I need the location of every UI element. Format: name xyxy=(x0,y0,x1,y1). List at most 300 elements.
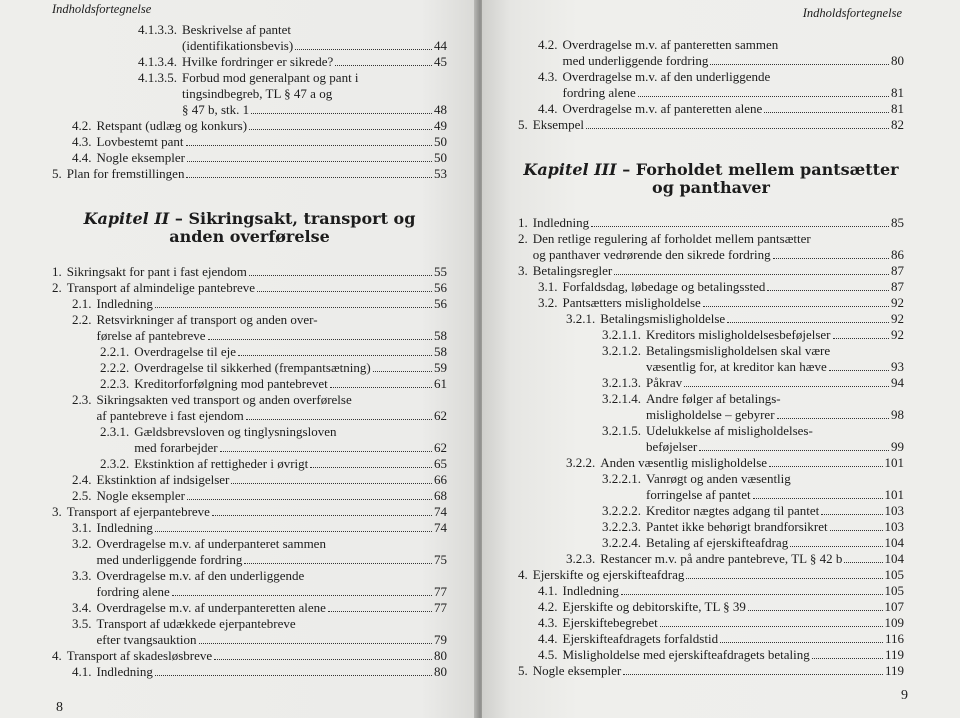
dot-leader xyxy=(586,118,889,129)
toc-section xyxy=(52,22,447,182)
right-page xyxy=(482,0,960,718)
toc-entry-title: Overdragelse til sikkerhed (frempantsætning) xyxy=(134,360,371,375)
dot-leader xyxy=(773,248,889,259)
toc-entry-line xyxy=(97,134,448,150)
toc-entry-title: beføjelser xyxy=(646,439,698,454)
toc-entry-page: 65 xyxy=(434,456,447,471)
toc-entry-title: Eksempel xyxy=(532,117,585,132)
dot-leader xyxy=(155,297,432,308)
toc-entry-page: 119 xyxy=(884,663,904,678)
toc-entry-title: førelse af pantebreve xyxy=(96,328,206,343)
toc-entry-number: 4.3. xyxy=(538,69,558,84)
toc-entry-body xyxy=(646,519,904,535)
toc-entry xyxy=(518,263,904,279)
toc-entry-title: Andre følger af betalings- xyxy=(646,391,781,406)
toc-entry-title: Indledning xyxy=(532,215,590,230)
toc-entry-title: med underliggende fordring xyxy=(96,552,243,567)
page-number: 9 xyxy=(901,688,908,703)
chapter-title-line: og panthaver xyxy=(652,178,770,197)
dot-leader xyxy=(812,648,883,659)
toc-entry xyxy=(518,631,904,647)
toc-entry-page: 92 xyxy=(891,295,904,310)
toc-entry-line xyxy=(97,568,448,584)
toc-entry-line xyxy=(67,648,447,664)
toc-entry-number: 3.5. xyxy=(72,616,92,631)
toc-entry-line xyxy=(600,455,904,471)
toc-entry-page: 104 xyxy=(884,551,904,566)
toc-entry-body xyxy=(646,503,904,519)
dot-leader xyxy=(623,664,883,675)
toc-entry-number: 3.2.1.5. xyxy=(602,423,641,438)
toc-entry-line xyxy=(646,487,904,503)
toc-entry-line xyxy=(646,423,904,439)
toc-entry-number: 3.2.2.1. xyxy=(602,471,641,486)
toc-entry-number: 3.2.1.2. xyxy=(602,343,641,358)
dot-leader xyxy=(830,520,883,531)
toc-entry-number: 4. xyxy=(52,648,62,663)
toc-entry-line xyxy=(533,663,904,679)
toc-entry-body xyxy=(646,391,904,423)
toc-entry-line xyxy=(97,472,448,488)
toc-entry-number: 3.1. xyxy=(538,279,558,294)
toc-entry-page: 49 xyxy=(434,118,447,133)
toc-entry-line xyxy=(182,86,447,102)
toc-entry-title: Den retlige regulering af forholdet mellem pantsætter xyxy=(532,231,811,246)
toc-entry-title: Ejerskifteafdragets forfaldstid xyxy=(562,631,719,646)
dot-leader xyxy=(638,86,889,97)
toc-entry-title: af pantebreve i fast ejendom xyxy=(96,408,244,423)
toc-entry-line xyxy=(533,247,904,263)
toc-entry-number: 2.3. xyxy=(72,392,92,407)
toc-entry-page: 74 xyxy=(434,520,447,535)
toc-entry-title: Plan for fremstillingen xyxy=(66,166,185,181)
toc-entry xyxy=(518,215,904,231)
toc-entry-title: Nogle eksempler xyxy=(532,663,622,678)
toc-entry-title: Forfaldsdag, løbedage og betalingssted xyxy=(562,279,766,294)
toc-entry-title: Udelukkelse af misligholdelses- xyxy=(646,423,813,438)
toc-entry-title: Transport af skadesløsbreve xyxy=(66,648,213,663)
toc-entry xyxy=(52,150,447,166)
toc-entry-body xyxy=(646,423,904,455)
toc-entry-number: 5. xyxy=(52,166,62,181)
toc-entry xyxy=(52,424,447,456)
toc-entry-number: 2.2.3. xyxy=(100,376,130,391)
toc-entry-body xyxy=(533,263,904,279)
toc-entry-body xyxy=(67,280,447,296)
toc-entry-page: 75 xyxy=(434,552,447,567)
toc-entry-line xyxy=(563,69,905,85)
dot-leader xyxy=(238,345,432,356)
toc-entry-number: 4.2. xyxy=(538,37,558,52)
toc-entry-body xyxy=(563,295,905,311)
toc-entry-page: 116 xyxy=(884,631,904,646)
dot-leader xyxy=(155,665,432,676)
toc-entry-page: 66 xyxy=(434,472,447,487)
toc-entry-number: 4.1.3.5. xyxy=(138,70,177,85)
dot-leader xyxy=(769,456,882,467)
toc-entry-body xyxy=(563,37,905,69)
dot-leader xyxy=(686,568,882,579)
toc-entry xyxy=(52,344,447,360)
toc-entry-body xyxy=(600,311,904,327)
toc-entry xyxy=(52,264,447,280)
toc-entry-title: Kreditor nægtes adgang til pantet xyxy=(646,503,820,518)
toc-entry-line xyxy=(67,166,447,182)
toc-entry-body xyxy=(563,101,905,117)
dot-leader xyxy=(246,409,432,420)
dot-leader xyxy=(829,360,889,371)
toc-entry-page: 77 xyxy=(434,584,447,599)
toc-entry-title: Transport af almindelige pantebreve xyxy=(66,280,256,295)
toc-entry xyxy=(52,312,447,344)
dot-leader xyxy=(777,408,889,419)
toc-entry-page: 85 xyxy=(891,215,904,230)
dot-leader xyxy=(660,616,883,627)
dot-leader xyxy=(251,103,432,114)
toc-entry-line xyxy=(182,70,447,86)
table-of-contents xyxy=(518,37,904,679)
dot-leader xyxy=(310,457,432,468)
toc-entry-body xyxy=(134,360,447,376)
toc-entry-line xyxy=(563,631,905,647)
toc-entry-title: Pantsætters misligholdelse xyxy=(562,295,701,310)
toc-entry-page: 92 xyxy=(891,327,904,342)
toc-entry-body xyxy=(563,647,905,663)
toc-entry-line xyxy=(134,360,447,376)
toc-entry xyxy=(52,22,447,54)
toc-entry xyxy=(518,327,904,343)
dot-leader xyxy=(764,102,889,113)
chapter-label: Kapitel III xyxy=(523,160,617,179)
toc-entry xyxy=(518,583,904,599)
toc-entry-body xyxy=(97,616,448,648)
toc-entry xyxy=(52,360,447,376)
toc-entry-line xyxy=(67,280,447,296)
toc-entry-number: 2.2.1. xyxy=(100,344,130,359)
toc-entry-body xyxy=(97,312,448,344)
toc-entry-body xyxy=(97,118,448,134)
toc-entry-line xyxy=(563,583,905,599)
toc-entry-line xyxy=(97,296,448,312)
toc-entry-line xyxy=(67,504,447,520)
toc-entry-body xyxy=(563,599,905,615)
dot-leader xyxy=(257,281,432,292)
toc-entry-title: Indledning xyxy=(96,664,153,679)
toc-entry xyxy=(52,616,447,648)
toc-entry-title: Betalingsregler xyxy=(532,263,613,278)
toc-entry-body xyxy=(533,663,904,679)
toc-entry-line xyxy=(134,440,447,456)
toc-entry-title: Overdragelse m.v. af underpanteretten alene xyxy=(96,600,326,615)
toc-entry xyxy=(52,648,447,664)
toc-entry-page: 80 xyxy=(434,648,447,663)
toc-entry xyxy=(518,615,904,631)
toc-entry-number: 3.2.2.4. xyxy=(602,535,641,550)
toc-entry xyxy=(518,535,904,551)
toc-entry-line xyxy=(533,567,904,583)
toc-entry-number: 2.4. xyxy=(72,472,92,487)
toc-entry-title: § 47 b, stk. 1 xyxy=(182,102,250,117)
toc-entry-number: 3. xyxy=(518,263,528,278)
dot-leader xyxy=(186,167,432,178)
dot-leader xyxy=(199,633,433,644)
toc-entry xyxy=(52,392,447,424)
toc-entry-number: 5. xyxy=(518,663,528,678)
toc-entry-line xyxy=(563,615,905,631)
dot-leader xyxy=(187,489,432,500)
toc-entry-title: Ejerskifte og debitorskifte, TL § 39 xyxy=(562,599,746,614)
toc-entry-page: 74 xyxy=(434,504,447,519)
toc-entry-number: 2.2.2. xyxy=(100,360,130,375)
toc-entry-title: Hvilke fordringer er sikrede? xyxy=(182,54,334,69)
page-number: 8 xyxy=(56,700,63,715)
toc-entry-page: 56 xyxy=(434,280,447,295)
toc-entry-line xyxy=(97,600,448,616)
toc-entry-body xyxy=(563,279,905,295)
toc-entry-title: Overdragelse m.v. af panteretten sammen xyxy=(562,37,779,52)
toc-entry-line xyxy=(646,471,904,487)
toc-entry-title: Retspant (udlæg og konkurs) xyxy=(96,118,248,133)
toc-entry-line xyxy=(97,552,448,568)
toc-entry-page: 61 xyxy=(434,376,447,391)
toc-entry-page: 80 xyxy=(434,664,447,679)
dot-leader xyxy=(833,328,890,339)
toc-entry-body xyxy=(563,69,905,101)
toc-entry xyxy=(52,376,447,392)
toc-entry-line xyxy=(533,215,904,231)
toc-entry-title: Overdragelse m.v. af den underliggende xyxy=(562,69,771,84)
toc-entry-page: 48 xyxy=(434,102,447,117)
toc-entry-page: 79 xyxy=(434,632,447,647)
toc-entry-number: 2. xyxy=(52,280,62,295)
toc-entry-number: 2.1. xyxy=(72,296,92,311)
toc-entry-title: væsentlig for, at kreditor kan hæve xyxy=(646,359,827,374)
dot-leader xyxy=(220,441,432,452)
toc-entry-body xyxy=(134,456,447,472)
toc-entry-number: 4.3. xyxy=(538,615,558,630)
toc-entry-page: 58 xyxy=(434,328,447,343)
toc-entry-title: Overdragelse til eje xyxy=(134,344,237,359)
toc-entry-title: Anden væsentlig misligholdelse xyxy=(600,455,768,470)
toc-entry-page: 82 xyxy=(891,117,904,132)
toc-entry-body xyxy=(533,231,904,263)
toc-entry-line xyxy=(97,488,448,504)
toc-entry-title: misligholdelse – gebyrer xyxy=(646,407,775,422)
toc-entry xyxy=(518,503,904,519)
toc-entry-title: Restancer m.v. på andre pantebreve, TL § 42 b xyxy=(600,551,843,566)
toc-entry-title: og panthaver vedrørende den sikrede fordring xyxy=(532,247,771,262)
toc-entry-page: 81 xyxy=(891,101,904,116)
toc-entry-page: 55 xyxy=(434,264,447,279)
chapter-title-line: Forholdet mellem pantsætter xyxy=(635,160,899,179)
toc-entry-page: 59 xyxy=(434,360,447,375)
toc-entry-number: 3.2.2.2. xyxy=(602,503,641,518)
toc-entry-number: 4. xyxy=(518,567,528,582)
dot-leader xyxy=(790,536,882,547)
toc-entry-line xyxy=(563,37,905,53)
toc-entry-number: 4.3. xyxy=(72,134,92,149)
toc-entry-line xyxy=(182,102,447,118)
toc-entry-line xyxy=(97,632,448,648)
dot-leader xyxy=(699,440,889,451)
toc-entry-number: 1. xyxy=(518,215,528,230)
toc-entry xyxy=(52,118,447,134)
toc-entry-body xyxy=(646,375,904,391)
toc-entry-number: 4.4. xyxy=(72,150,92,165)
dot-leader xyxy=(591,216,889,227)
toc-entry-title: Kreditorforfølgning mod pantebrevet xyxy=(134,376,328,391)
toc-entry-line xyxy=(182,38,447,54)
toc-section xyxy=(518,215,904,679)
toc-entry-body xyxy=(646,471,904,503)
toc-entry-page: 103 xyxy=(884,503,904,518)
toc-entry-title: Ejerskifte og ejerskifteafdrag xyxy=(532,567,685,582)
toc-entry-page: 56 xyxy=(434,296,447,311)
toc-entry xyxy=(52,280,447,296)
toc-entry xyxy=(518,423,904,455)
toc-entry-number: 2.3.2. xyxy=(100,456,130,471)
toc-entry-title: Påkrav xyxy=(646,375,683,390)
toc-entry-page: 105 xyxy=(884,567,904,582)
toc-entry-line xyxy=(134,424,447,440)
toc-entry-body xyxy=(97,536,448,568)
toc-entry-number: 3.4. xyxy=(72,600,92,615)
toc-entry-title: Overdragelse m.v. af den underliggende xyxy=(96,568,305,583)
toc-entry xyxy=(52,70,447,118)
toc-entry xyxy=(518,37,904,69)
toc-entry-body xyxy=(97,392,448,424)
toc-entry-title: Kreditors misligholdelsesbeføjelser xyxy=(646,327,831,342)
toc-entry-title: Misligholdelse med ejerskifteafdragets betaling xyxy=(562,647,810,662)
toc-entry-body xyxy=(97,296,448,312)
toc-entry-line xyxy=(97,408,448,424)
dot-leader xyxy=(821,504,882,515)
dot-leader xyxy=(172,585,432,596)
toc-entry-body xyxy=(134,344,447,360)
table-of-contents xyxy=(52,22,447,680)
toc-entry-page: 62 xyxy=(434,408,447,423)
toc-entry-page: 98 xyxy=(891,407,904,422)
toc-entry-line xyxy=(533,263,904,279)
toc-entry-line xyxy=(646,439,904,455)
toc-entry-line xyxy=(134,344,447,360)
toc-entry-title: Ekstinktion af indsigelser xyxy=(96,472,230,487)
toc-entry-title: Indledning xyxy=(96,296,153,311)
toc-entry-body xyxy=(67,648,447,664)
dot-leader xyxy=(212,505,432,516)
toc-entry-title: Overdragelse m.v. af panteretten alene xyxy=(562,101,763,116)
toc-entry xyxy=(518,519,904,535)
toc-entry-line xyxy=(97,664,448,680)
toc-entry-number: 2.5. xyxy=(72,488,92,503)
toc-entry-page: 104 xyxy=(884,535,904,550)
dot-leader xyxy=(249,119,432,130)
dot-leader xyxy=(373,361,432,372)
toc-entry xyxy=(518,295,904,311)
toc-entry-page: 94 xyxy=(891,375,904,390)
toc-entry-title: Lovbestemt pant xyxy=(96,134,184,149)
chapter-label: Kapitel II xyxy=(83,209,170,228)
toc-entry-body xyxy=(563,583,905,599)
toc-entry-number: 4.5. xyxy=(538,647,558,662)
toc-entry-number: 3.2.1.4. xyxy=(602,391,641,406)
toc-entry-page: 50 xyxy=(434,134,447,149)
toc-entry xyxy=(518,69,904,101)
toc-entry-line xyxy=(646,375,904,391)
toc-entry-body xyxy=(67,504,447,520)
toc-entry xyxy=(52,520,447,536)
toc-entry-title: Transport af ejerpantebreve xyxy=(66,504,210,519)
toc-entry xyxy=(52,504,447,520)
toc-entry-body xyxy=(134,376,447,392)
toc-entry-title: Retsvirkninger af transport og anden over- xyxy=(96,312,318,327)
toc-entry-page: 105 xyxy=(884,583,904,598)
toc-entry-title: efter tvangsauktion xyxy=(96,632,197,647)
toc-section xyxy=(52,264,447,680)
toc-entry-line xyxy=(646,503,904,519)
toc-entry-page: 99 xyxy=(891,439,904,454)
toc-entry-body xyxy=(67,264,447,280)
dot-leader xyxy=(727,312,889,323)
toc-entry xyxy=(518,231,904,263)
toc-entry-line xyxy=(563,53,905,69)
toc-entry-line xyxy=(563,279,905,295)
toc-entry xyxy=(52,568,447,600)
toc-entry-body xyxy=(67,166,447,182)
toc-entry-number: 3.3. xyxy=(72,568,92,583)
toc-entry-body xyxy=(182,54,447,70)
toc-entry-page: 53 xyxy=(434,166,447,181)
toc-entry-number: 4.1. xyxy=(538,583,558,598)
toc-entry-title: Sikringsakten ved transport og anden overførelse xyxy=(96,392,352,407)
toc-entry-line xyxy=(563,101,905,117)
toc-entry-line xyxy=(134,376,447,392)
toc-entry-line xyxy=(646,535,904,551)
toc-entry-body xyxy=(97,134,448,150)
toc-entry-title: forringelse af pantet xyxy=(646,487,751,502)
toc-entry-number: 3. xyxy=(52,504,62,519)
dot-leader xyxy=(748,600,883,611)
dot-leader xyxy=(703,296,889,307)
toc-entry-number: 4.1.3.4. xyxy=(138,54,177,69)
toc-entry-number: 3.2.1.3. xyxy=(602,375,641,390)
dot-leader xyxy=(244,553,432,564)
chapter-title-line: anden overførelse xyxy=(169,227,330,246)
toc-entry-title: med underliggende fordring xyxy=(562,53,709,68)
toc-entry xyxy=(518,311,904,327)
toc-entry-body xyxy=(97,472,448,488)
dot-leader xyxy=(155,521,432,532)
toc-entry-page: 50 xyxy=(434,150,447,165)
toc-entry-body xyxy=(97,150,448,166)
dot-leader xyxy=(231,473,432,484)
toc-entry-body xyxy=(646,535,904,551)
toc-entry-page: 58 xyxy=(434,344,447,359)
toc-entry xyxy=(518,647,904,663)
toc-entry-body xyxy=(646,327,904,343)
toc-entry-title: Betalingsmisligholdelsen skal være xyxy=(646,343,831,358)
toc-entry-page: 107 xyxy=(884,599,904,614)
toc-entry-line xyxy=(134,456,447,472)
toc-entry-number: 4.4. xyxy=(538,631,558,646)
toc-entry-page: 101 xyxy=(884,455,904,470)
toc-entry-line xyxy=(182,54,447,70)
dot-leader xyxy=(614,264,889,275)
running-head: Indholdsfortegnelse xyxy=(802,6,902,20)
toc-entry-title: Forbud mod generalpant og pant i xyxy=(182,70,359,85)
toc-entry-line xyxy=(533,117,904,133)
toc-entry-line xyxy=(646,407,904,423)
